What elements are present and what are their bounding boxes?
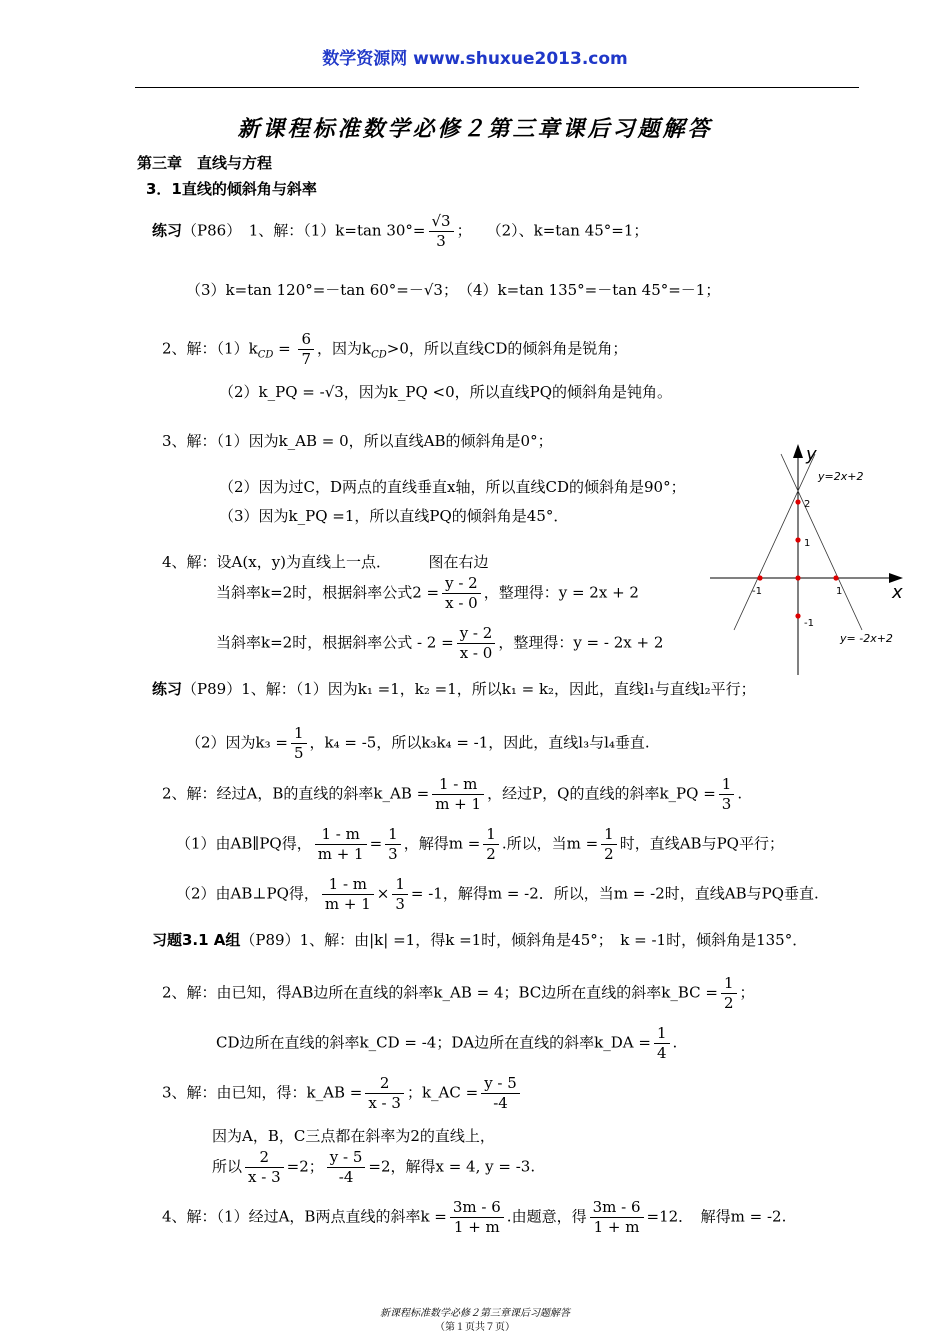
problems-a-line3: CD边所在直线的斜率k_CD = -4；DA边所在直线的斜率k_DA = $\frac{1}{4}$ . [216, 1024, 678, 1062]
section-heading: 3．1直线的倾斜角与斜率 [146, 180, 317, 198]
exercise-p89-line3: 2、解：经过A，B的直线的斜率k_AB = $\frac{1 - m}{m + 1}$ ，经过P，Q的直线的斜率k_PQ = $\frac{1}{3}$ . [162, 775, 743, 813]
line-y-2x-plus-2 [734, 454, 815, 630]
exercise-p86-line1: 练习（P86） 1、解：（1）k=tan 30°= $\frac{√3}{3}$ ； （2）、k=tan 45°=1； [152, 212, 649, 250]
fraction: $\frac{2}{x - 3}$ [365, 1074, 404, 1113]
exercise-p89-line4: （1）由AB∥PQ得， $\frac{1 - m}{m + 1}$ = $\frac{1}{3}$ ，解得m = $\frac{1}{2}$ .所以，当m = $\frac{1}{2}$ 时，直线AB与PQ平行； [176, 825, 784, 863]
fraction: $\frac{y - 2}{x - 0}$ [442, 574, 481, 613]
y-axis-arrow [793, 444, 803, 458]
page-title: 新课程标准数学必修２第三章课后习题解答 [237, 116, 713, 142]
fraction: $\frac{1}{3}$ [392, 875, 408, 914]
fraction: $\frac{6}{7}$ [298, 330, 314, 369]
answer-4-line1: 4、解：设A(x，y)为直线上一点． 图在右边 [162, 553, 489, 571]
problems-a-line5: 因为A，B，C三点都在斜率为2的直线上， [212, 1127, 495, 1145]
point-neg1-0 [757, 575, 762, 580]
fraction: $\frac{1}{2}$ [483, 825, 499, 864]
fraction: $\frac{√3}{3}$ [429, 212, 454, 251]
point-0-1 [795, 537, 800, 542]
answer-3-line1: 3、解：（1）因为k_AB = 0，所以直线AB的倾斜角是0°； [162, 432, 553, 450]
fraction: $\frac{1 - m}{m + 1}$ [432, 775, 484, 814]
line2-label: y= -2x+2 [840, 632, 893, 645]
xtick-1: 1 [836, 586, 843, 597]
xtick-neg1: -1 [752, 586, 762, 597]
exercise-p89-line1: 练习（P89）1、解：（1）因为k₁ =1，k₂ =1，所以k₁ = k₂，因此，直线l₁与直线l₂平行； [152, 680, 756, 698]
problems-a-line4: 3、解：由已知，得：k_AB = $\frac{2}{x - 3}$ ；k_AC = $\frac{y - 5}{-4}$ [162, 1074, 523, 1113]
answer-2-line1: 2、解：$(1)k_{CD}$ = $\frac{6}{7}$ ，因为$k_{CD}>0$，所以直线CD的倾斜角是锐角； [162, 330, 628, 368]
footer-page: （第１页共７页） [435, 1322, 515, 1333]
point-1-0 [833, 575, 838, 580]
tick-neg1: -1 [804, 618, 814, 629]
exercise-p89-line5: （2）由AB⊥PQ得， $\frac{1 - m}{m + 1}$ × $\frac{1}{3}$ = -1，解得m = -2．所以，当m = -2时，直线AB与PQ垂直. [176, 875, 819, 913]
answer-4-line2: 当斜率k=2时，根据斜率公式2 = $\frac{y - 2}{x - 0}$ ，整理得：y = 2x + 2 [216, 574, 639, 612]
y-axis-label: y [806, 444, 817, 465]
fraction: $\frac{1}{5}$ [291, 724, 307, 763]
graph-figure [700, 440, 920, 680]
site-header: 数学资源网 www.shuxue2013.com [322, 49, 628, 69]
problems-a-line7: 4、解：（1）经过A，B两点直线的斜率k = $\frac{3m - 6}{1 + m}$ .由题意，得 $\frac{3m - 6}{1 + m}$ =12． 解得m = -2. [162, 1198, 787, 1236]
problems-a-line2: 2、解：由已知，得AB边所在直线的斜率k_AB = 4；BC边所在直线的斜率k_BC = $\frac{1}{2}$ ； [162, 974, 755, 1012]
fraction: $\frac{3m - 6}{1 + m}$ [450, 1198, 504, 1237]
x-axis-label: x [892, 582, 903, 603]
answer-4-line3: 当斜率k=2时，根据斜率公式 - 2 = $\frac{y - 2}{x - 0}$ ，整理得：y = - 2x + 2 [216, 624, 664, 662]
chapter-heading: 第三章 直线与方程 [137, 154, 273, 172]
point-0-2 [795, 499, 800, 504]
point-0-neg1 [795, 613, 800, 618]
exercise-p86-line2: （3）k=tan 120°=－tan 60°=－√3； （4）k=tan 135°=－tan 45°=－1； [186, 281, 721, 299]
answer-2-line2: （2）k_PQ = -√3，因为k_PQ <0，所以直线PQ的倾斜角是钝角。 [219, 383, 673, 401]
point-origin [795, 575, 800, 580]
fraction: $\frac{2}{x - 3}$ [245, 1148, 284, 1187]
exercise-p89-line2: （2）因为k₃ = $\frac{1}{5}$ ，k₄ = -5，所以k₃k₄ = -1，因此，直线l₃与l₄垂直. [186, 724, 650, 762]
tick-2: 2 [804, 499, 811, 510]
problems-a-line1: 习题3.1 A组（P89）1、解：由|k| =1，得k =1时，倾斜角是45°； k = -1时，倾斜角是135°． [152, 931, 808, 949]
fraction: $\frac{1}{4}$ [654, 1024, 670, 1063]
fraction: $\frac{3m - 6}{1 + m}$ [590, 1198, 644, 1237]
fraction: $\frac{1}{3}$ [719, 775, 735, 814]
answer-3-line2: （2）因为过C，D两点的直线垂直x轴，所以直线CD的倾斜角是90°； [219, 478, 686, 496]
fraction: $\frac{1 - m}{m + 1}$ [322, 875, 374, 914]
problems-a-line6: 所以 $\frac{2}{x - 3}$ =2； $\frac{y - 5}{-4}$ =2，解得x = 4, y = -3. [212, 1148, 536, 1186]
fraction: $\frac{1 - m}{m + 1}$ [315, 825, 367, 864]
fraction: $\frac{1}{3}$ [385, 825, 401, 864]
fraction: $\frac{1}{2}$ [601, 825, 617, 864]
header-rule [135, 87, 859, 88]
answer-3-line3: （3）因为k_PQ =1，所以直线PQ的倾斜角是45°． [219, 507, 569, 525]
fraction: $\frac{y - 5}{-4}$ [327, 1148, 366, 1187]
fraction: $\frac{1}{2}$ [721, 974, 737, 1013]
fraction: $\frac{y - 2}{x - 0}$ [457, 624, 496, 663]
tick-1: 1 [804, 538, 811, 549]
line1-label: y=2x+2 [818, 470, 864, 483]
footer-title: 新课程标准数学必修２第三章课后习题解答 [380, 1308, 570, 1319]
fraction: $\frac{y - 5}{-4}$ [481, 1074, 520, 1113]
